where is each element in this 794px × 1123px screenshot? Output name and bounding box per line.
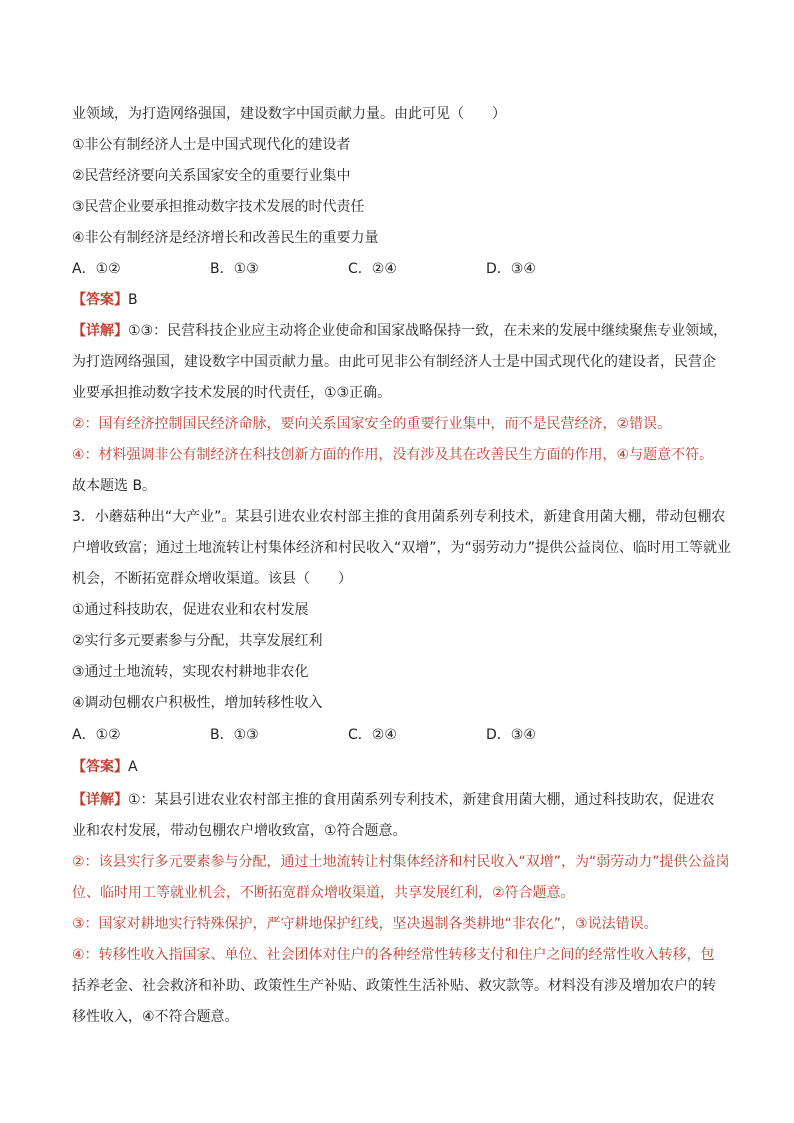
q3-red-line-1: ②：该县实行多元要素参与分配，通过土地流转让村集体经济和村民收入“双增”，为“弱劳动力”提供公益岗: [72, 854, 730, 870]
q3-detail-line-1: [72, 790, 715, 810]
q3-red-line-6: 移性收入，④不符合题意。: [72, 1009, 239, 1025]
q3-detail-text-1: ①：某县引进农业农村部主推的食用菌系列专利技术，新建食用菌大棚，通过科技助农，促进农: [128, 792, 715, 808]
q3-answer-value: A: [128, 759, 138, 775]
q2-answer-label: 【答案】: [72, 292, 128, 308]
q3-red-line-2: 位、临时用工等就业机会，不断拓宽群众增收渠道，共享发展红利，②符合题意。: [72, 885, 575, 901]
q2-answer: [72, 290, 138, 310]
q3-stem-line-3: 机会，不断拓宽群众增收渠道。该县（ ）: [72, 571, 352, 587]
q2-answer-value: B: [128, 292, 138, 308]
q3-option-b: B．①③: [210, 727, 259, 743]
q2-stem-tail: 业领域，为打造网络强国，建设数字中国贡献力量。由此可见（ ）: [72, 106, 506, 122]
q3-answer: [72, 757, 138, 777]
q2-conclusion: 故本题选 B。: [72, 478, 157, 494]
q3-option-c: C．②④: [348, 727, 397, 743]
q3-option-a: A．①②: [72, 727, 121, 743]
q2-detail-line-1: [72, 321, 727, 341]
q3-red-line-3: ③：国家对耕地实行特殊保护，严守耕地保护红线，坚决遏制各类耕地“非农化”，③说法错误。: [72, 916, 658, 932]
q3-detail-label: 【详解】: [72, 792, 128, 808]
q3-statement-3: ③通过土地流转，实现农村耕地非农化: [72, 664, 309, 680]
q3-option-d: D．③④: [486, 727, 536, 743]
q2-statement-3: ③民营企业要承担推动数字技术发展的时代责任: [72, 199, 365, 215]
q3-statement-2: ②实行多元要素参与分配，共享发展红利: [72, 633, 323, 649]
q2-option-c: C．②④: [348, 261, 397, 277]
q2-option-b: B．①③: [210, 261, 259, 277]
q3-statement-4: ④调动包棚农户积极性，增加转移性收入: [72, 695, 323, 711]
q2-red-line-1: ②：国有经济控制国民经济命脉，要向关系国家安全的重要行业集中，而不是民营经济，②错误。: [72, 416, 672, 432]
q3-detail-line-2: 业和农村发展，带动包棚农户增收致富，①符合题意。: [72, 823, 407, 839]
q3-red-line-5: 括养老金、社会救济和补助、政策性生产补贴、政策性生活补贴、救灾款等。材料没有涉及增加农户的转: [72, 978, 716, 994]
q2-option-d: D．③④: [486, 261, 536, 277]
q2-statement-1: ①非公有制经济人士是中国式现代化的建设者: [72, 137, 351, 153]
q2-detail-line-2: 为打造网络强国，建设数字中国贡献力量。由此可见非公有制经济人士是中国式现代化的建设者，民营企: [72, 354, 716, 370]
q2-statement-4: ④非公有制经济是经济增长和改善民生的重要力量: [72, 230, 379, 246]
q3-red-line-4: ④：转移性收入指国家、单位、社会团体对住户的各种经常性转移支付和住户之间的经常性收入转移，包: [72, 947, 715, 963]
q2-statement-2: ②民营经济要向关系国家安全的重要行业集中: [72, 168, 351, 184]
q2-option-a: A．①②: [72, 261, 121, 277]
q2-detail-line-3: 业要承担推动数字技术发展的时代责任，①③正确。: [72, 385, 392, 401]
q3-stem-line-2: 户增收致富；通过土地流转让村集体经济和村民收入“双增”，为“弱劳动力”提供公益岗位、临时用工等就业: [72, 540, 732, 556]
q3-stem-line-1: 3．小蘑菇种出“大产业”。某县引进农业农村部主推的食用菌系列专利技术，新建食用菌大棚，带动包棚农: [72, 509, 726, 525]
q2-red-line-2: ④：材料强调非公有制经济在科技创新方面的作用，没有涉及其在改善民生方面的作用，④与题意不符。: [72, 447, 714, 463]
q3-statement-1: ①通过科技助农，促进农业和农村发展: [72, 602, 309, 618]
q2-detail-label: 【详解】: [72, 323, 128, 339]
q2-detail-text-1: ①③：民营科技企业应主动将企业使命和国家战略保持一致，在未来的发展中继续聚焦专业领域，: [128, 323, 728, 339]
q3-answer-label: 【答案】: [72, 759, 128, 775]
